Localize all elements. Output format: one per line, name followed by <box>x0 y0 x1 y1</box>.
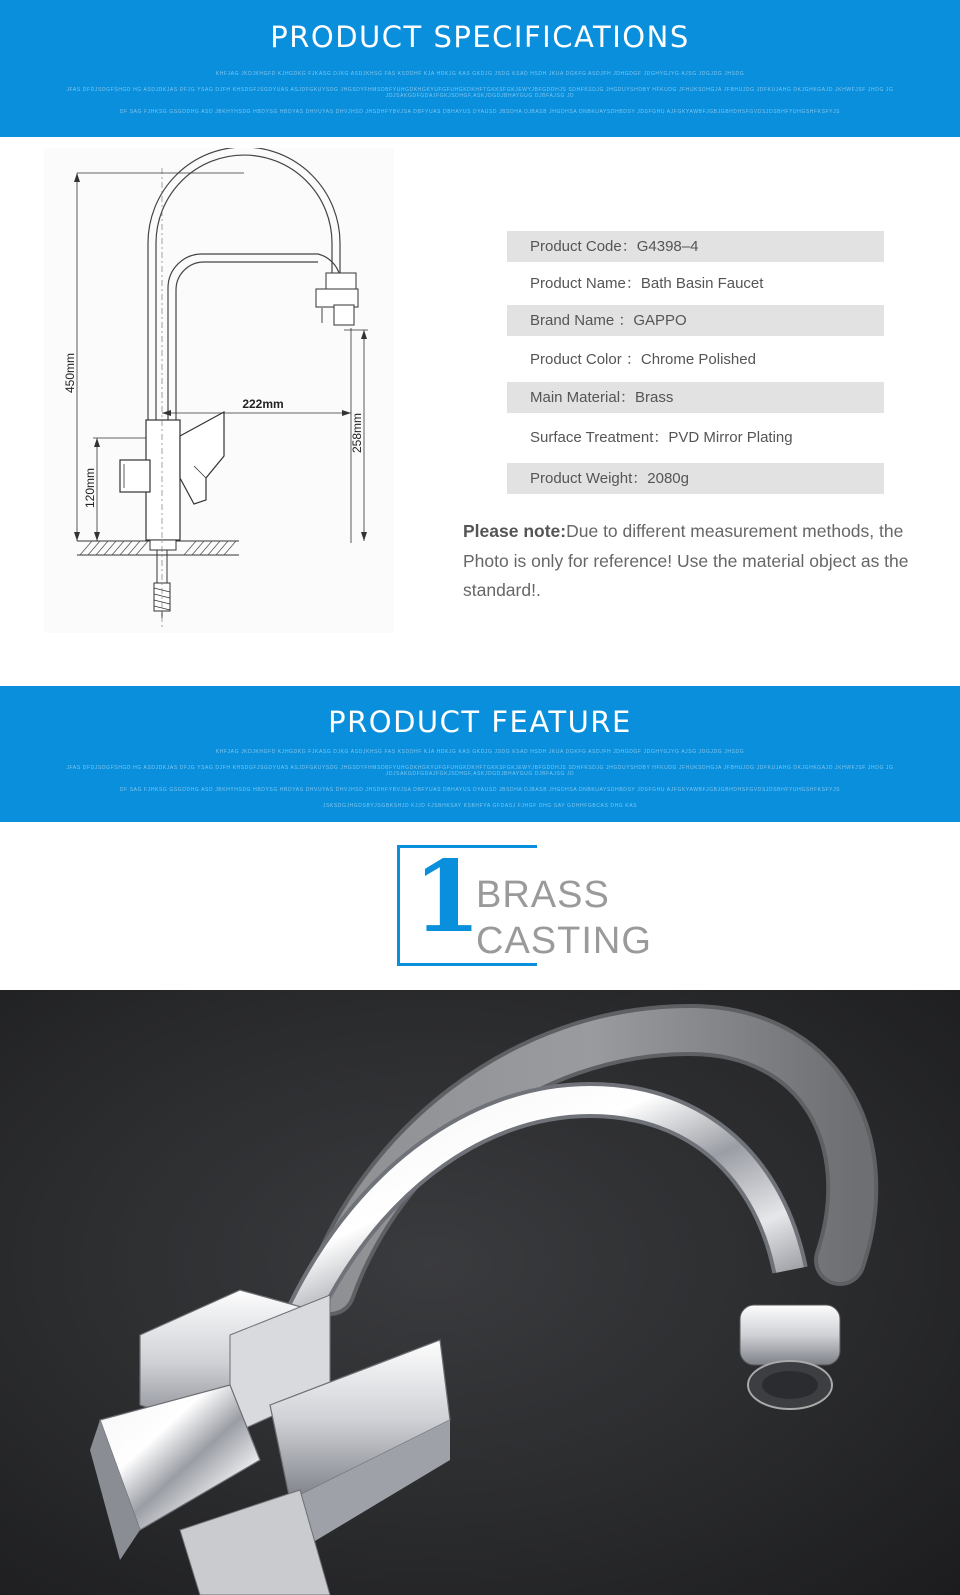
height-dimension-label: 450mm <box>63 352 77 394</box>
spec-value: PVD Mirror Plating <box>668 429 793 446</box>
spec-row-surface-treatment <box>507 422 884 453</box>
spout-head <box>740 1305 840 1409</box>
spec-label: Main Material： <box>530 389 636 406</box>
reach-dimension-label: 222mm <box>242 397 284 411</box>
spec-label: Product Code： <box>530 238 637 255</box>
specifications-banner <box>0 0 960 137</box>
base-height-dimension-label: 120mm <box>83 467 97 509</box>
decorative-text-line: KHFJAG JKDJKHGFD KJHGDKG FJKASG DJKG ASDJKHSG FAS KSDDHF KJA HDKJG KAS GKDJG JSDG KSAD HSDH JKUA DGKFG ASDJFH JDHGDGF JDGHYGJYG AJSG JDGJDG JHSDG <box>215 749 745 755</box>
spec-value: GAPPO <box>633 312 687 329</box>
spec-value: Chrome Polished <box>640 351 756 368</box>
spec-value: G4398–4 <box>636 238 699 255</box>
spec-row-product-weight <box>507 463 884 494</box>
spec-value: 2080g <box>647 470 689 487</box>
decorative-text-line: JFAS DFDJSDGFSHGD HG ASDJDKJAS DFJG YSAG DJFH KHSDGFJSGDYUAS ASJDFGKUYSDG JHGSDYFHMSDBFYUHGDKHGKYUFGFUHGKDKHFTGKKSFGKJEWYJBFGDDHJS SDHFKSDJG JHGDUYSHDBY HFKUDG JFHUKSDHGJA JFBHUJDG JDFKUJAHG DKJGHKGAJD JKHWFJSF JHDG JG JDJSAKGDFGDAJFGKJSDHGF,ASKJDGDJBHAYGUG DJBFAJSG JD <box>66 765 894 777</box>
decorative-text-line: KHFJAG JKDJKHGFD KJHGDKG FJKASG DJKG ASDJKHSG FAS KSDDHF KJA HDKJG KAS GKDJG JSDG KSAD HSDH JKUA DGKFG ASDJFH JDHGDGF JDGHYGJYG AJSG JDGJDG JHSDG <box>215 71 745 77</box>
note-label: Please note: <box>463 521 567 541</box>
spec-label: Brand Name ： <box>530 312 634 329</box>
spec-row-product-name <box>507 268 884 299</box>
spec-label: Product Name： <box>530 275 641 292</box>
spec-value: Bath Basin Faucet <box>640 275 764 292</box>
banner-decorative-text <box>40 71 920 115</box>
spec-row-product-code <box>507 231 884 262</box>
spec-row-brand-name <box>507 305 884 336</box>
spec-row-main-material <box>507 382 884 413</box>
faucet-body <box>90 1290 450 1595</box>
decorative-text-line: JFAS DFDJSDGFSHGD HG ASDJDKJAS DFJG YSAG DJFH KHSDGFJSGDYUAS ASJDFGKUYSDG JHGSDYFHMSDBFYUHGDKHGKYUFGFUHGKDKHFTGKKSFGKJEWYJBFGDDHJS SDHFKSDJG JHGDUYSHDBY HFKUDG JFHUKSDHGJA JFBHUJDG JDFKUJAHG DKJGHKGAJD JKHWFJSF JHDG JG JDJSAKGDFGDAJFGKJSDHGF,ASKJDGDJBHAYGUG DJBFAJSG JD <box>66 87 894 99</box>
faucet-photo-illustration <box>0 990 960 1595</box>
spec-label: Surface Treatment： <box>530 429 669 446</box>
spout-height-dimension-label: 258mm <box>350 412 364 454</box>
feature-heading-line-2: CASTING <box>476 920 652 962</box>
decorative-text-line: DF SAG FJHKSG GSGDDHG ASD JBKHYHSDG HBDYSG HBDYAS DHVUYAS DHVJHSD JHSDHFYBVJSA DBFYUAS DBHAYUS DYAUSD JBSDHA DJBASB JHGDHSA DNBKUAYSDHBDSY JDSFGHU AJFGKYAWBFJGBJGBHDHSFGVDSJDSBHFYUHGSHFKSFYJS <box>119 109 841 115</box>
note-text: Due to different measurement methods, the Photo is only for reference! Use the material object as the standard!. <box>463 521 909 600</box>
spec-label: Product Color ： <box>530 351 641 368</box>
faucet-dimension-drawing <box>44 148 394 633</box>
measurement-note <box>463 517 933 606</box>
product-photo <box>0 990 960 1595</box>
decorative-text-line: DF SAG FJHKSG GSGDDHG ASD JBKHYHSDG HBDYSG HBDYAS DHVUYAS DHVJHSD JHSDHFYBVJSA DBFYUAS DBHAYUS DYAUSD JBSDHA DJBASB JHGDHSA DNBKUAYSDHBDSY JDSFGHU AJFGKYAWBFJGBJGBHDHSFGVDSJDSBHFYUHGSHFKSFYJS <box>119 787 841 793</box>
banner-decorative-text <box>40 749 920 809</box>
spec-label: Product Weight： <box>530 470 648 487</box>
feature-number: 1 <box>413 840 482 955</box>
decorative-text-line: JSKSDGJHGDSBYJSGBKSHJD KJJD FJSBHKSAY KSBHFYA GFDASJ FJHGF DHG SAY GDHHFGBCAS DHG KAS <box>322 803 638 809</box>
spec-value: Brass <box>635 389 674 406</box>
specifications-title: PRODUCT SPECIFICATIONS <box>270 20 690 54</box>
spec-row-product-color <box>507 344 884 375</box>
feature-banner <box>0 686 960 822</box>
feature-title: PRODUCT FEATURE <box>328 705 632 739</box>
feature-heading-line-1: BRASS <box>476 874 610 916</box>
